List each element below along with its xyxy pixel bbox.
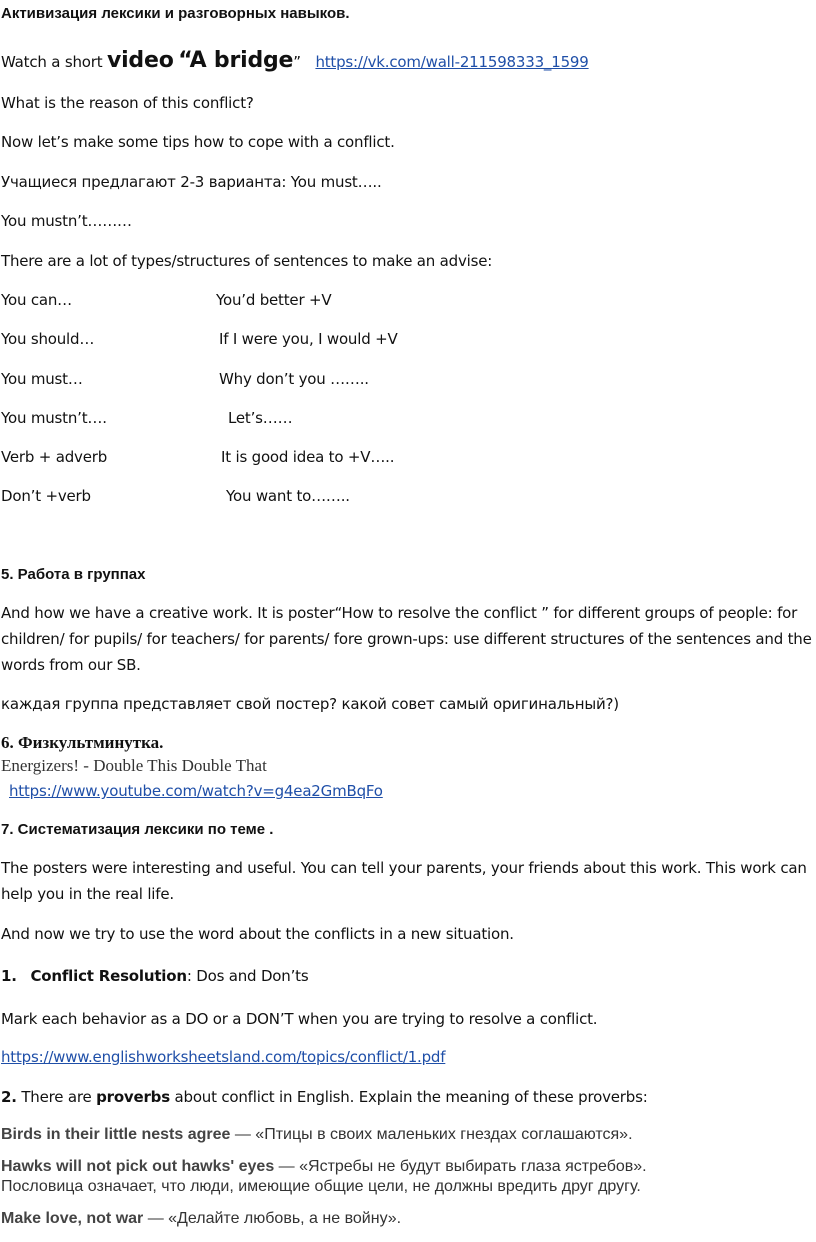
new-situation-line: And now we try to use the word about the conflicts in a new situation. — [1, 925, 514, 943]
proverb-2-ru: — «Делайте любовь, а не войну». — [143, 1210, 402, 1227]
proverb-0-en: Birds in their little nests agree — [1, 1126, 231, 1143]
structure-left-5: Don’t +verb — [1, 487, 91, 505]
item2-number: 2. — [1, 1088, 17, 1106]
energizers-title: Energizers! - Double This Double That — [1, 756, 267, 775]
item1-number: 1. — [1, 967, 17, 985]
mark-behavior-line: Mark each behavior as a DO or a DON’T when you are trying to resolve a conflict. — [1, 1010, 598, 1028]
item1-bold: Conflict Resolution — [30, 967, 187, 985]
question-reason: What is the reason of this conflict? — [1, 94, 254, 112]
video-close-quote: ” — [293, 53, 301, 71]
variants-line: Учащиеся предлагают 2-3 варианта: You must….. — [1, 173, 382, 191]
proverbs-intro — [1, 1087, 648, 1107]
video-word: video — [106, 48, 174, 73]
proverb-1-ru2: Пословица означает, что люди, имеющие общие цели, не должны вредить друг другу. — [1, 1178, 641, 1195]
structure-right-2: Why don’t you …….. — [219, 370, 369, 388]
proverb-1-en: Hawks will not pick out hawks' eyes — [1, 1158, 275, 1175]
structure-left-3: You mustn’t…. — [1, 409, 107, 427]
proverb-2 — [1, 1209, 813, 1229]
structure-right-4: It is good idea to +V….. — [221, 448, 395, 466]
worksheets-link[interactable]: https://www.englishworksheetsland.com/topics/conflict/1.pdf — [1, 1048, 446, 1066]
heading-activation: Активизация лексики и разговорных навыков. — [1, 5, 350, 22]
structure-right-1: If I were you, I would +V — [219, 330, 398, 348]
proverb-0-ru: — «Птицы в своих маленьких гнездах соглашаются». — [230, 1126, 633, 1143]
item2-pre: There are — [16, 1088, 97, 1106]
conflict-resolution-item — [1, 966, 308, 986]
structure-left-1: You should… — [1, 330, 95, 348]
proverb-1 — [1, 1157, 813, 1197]
tips-line: Now let’s make some tips how to cope with a conflict. — [1, 133, 395, 151]
structure-right-5: You want to…….. — [226, 487, 350, 505]
watch-prefix: Watch a short — [1, 53, 107, 71]
section6-heading: 6. Физкультминутка. — [1, 733, 164, 752]
section7-heading: 7. Систематизация лексики по теме . — [1, 821, 274, 838]
item2-rest: about conflict in English. Explain the meaning of these proverbs: — [169, 1088, 648, 1106]
structure-left-2: You must… — [1, 370, 83, 388]
proverb-0 — [1, 1125, 813, 1145]
section5-paragraph: And how we have a creative work. It is poster“How to resolve the conflict ” for different groups of people: for children/ for pupils/ for teachers/ for parents/ fore grown-ups: use different structures of the sentences and the words from our SB. — [1, 604, 812, 674]
section7-paragraph: The posters were interesting and useful. You can tell your parents, your friends about this work. This work can help you in the real life. — [1, 859, 807, 903]
section5-question: каждая группа представляет свой постер? какой совет самый оригинальный?) — [1, 695, 619, 713]
video-title: “A bridge — [178, 48, 294, 73]
structure-right-0: You’d better +V — [216, 291, 332, 309]
structure-left-4: Verb + adverb — [1, 448, 108, 466]
item1-rest: : Dos and Don’ts — [186, 967, 309, 985]
mustnt-line: You mustn’t……… — [1, 212, 132, 230]
youtube-link[interactable]: https://www.youtube.com/watch?v=g4ea2GmBqFo — [9, 782, 383, 800]
item2-bold: proverbs — [96, 1088, 170, 1106]
proverb-1-ru: — «Ястребы не будут выбирать глаза ястребов». — [274, 1158, 647, 1175]
watch-video-line — [1, 48, 589, 75]
section5-heading: 5. Работа в группах — [1, 566, 146, 583]
structure-right-3: Let’s…… — [228, 409, 293, 427]
types-intro: There are a lot of types/structures of sentences to make an advise: — [1, 252, 493, 270]
vk-video-link[interactable]: https://vk.com/wall-211598333_1599 — [315, 53, 589, 71]
structure-left-0: You can… — [1, 291, 72, 309]
proverb-2-en: Make love, not war — [1, 1210, 144, 1227]
